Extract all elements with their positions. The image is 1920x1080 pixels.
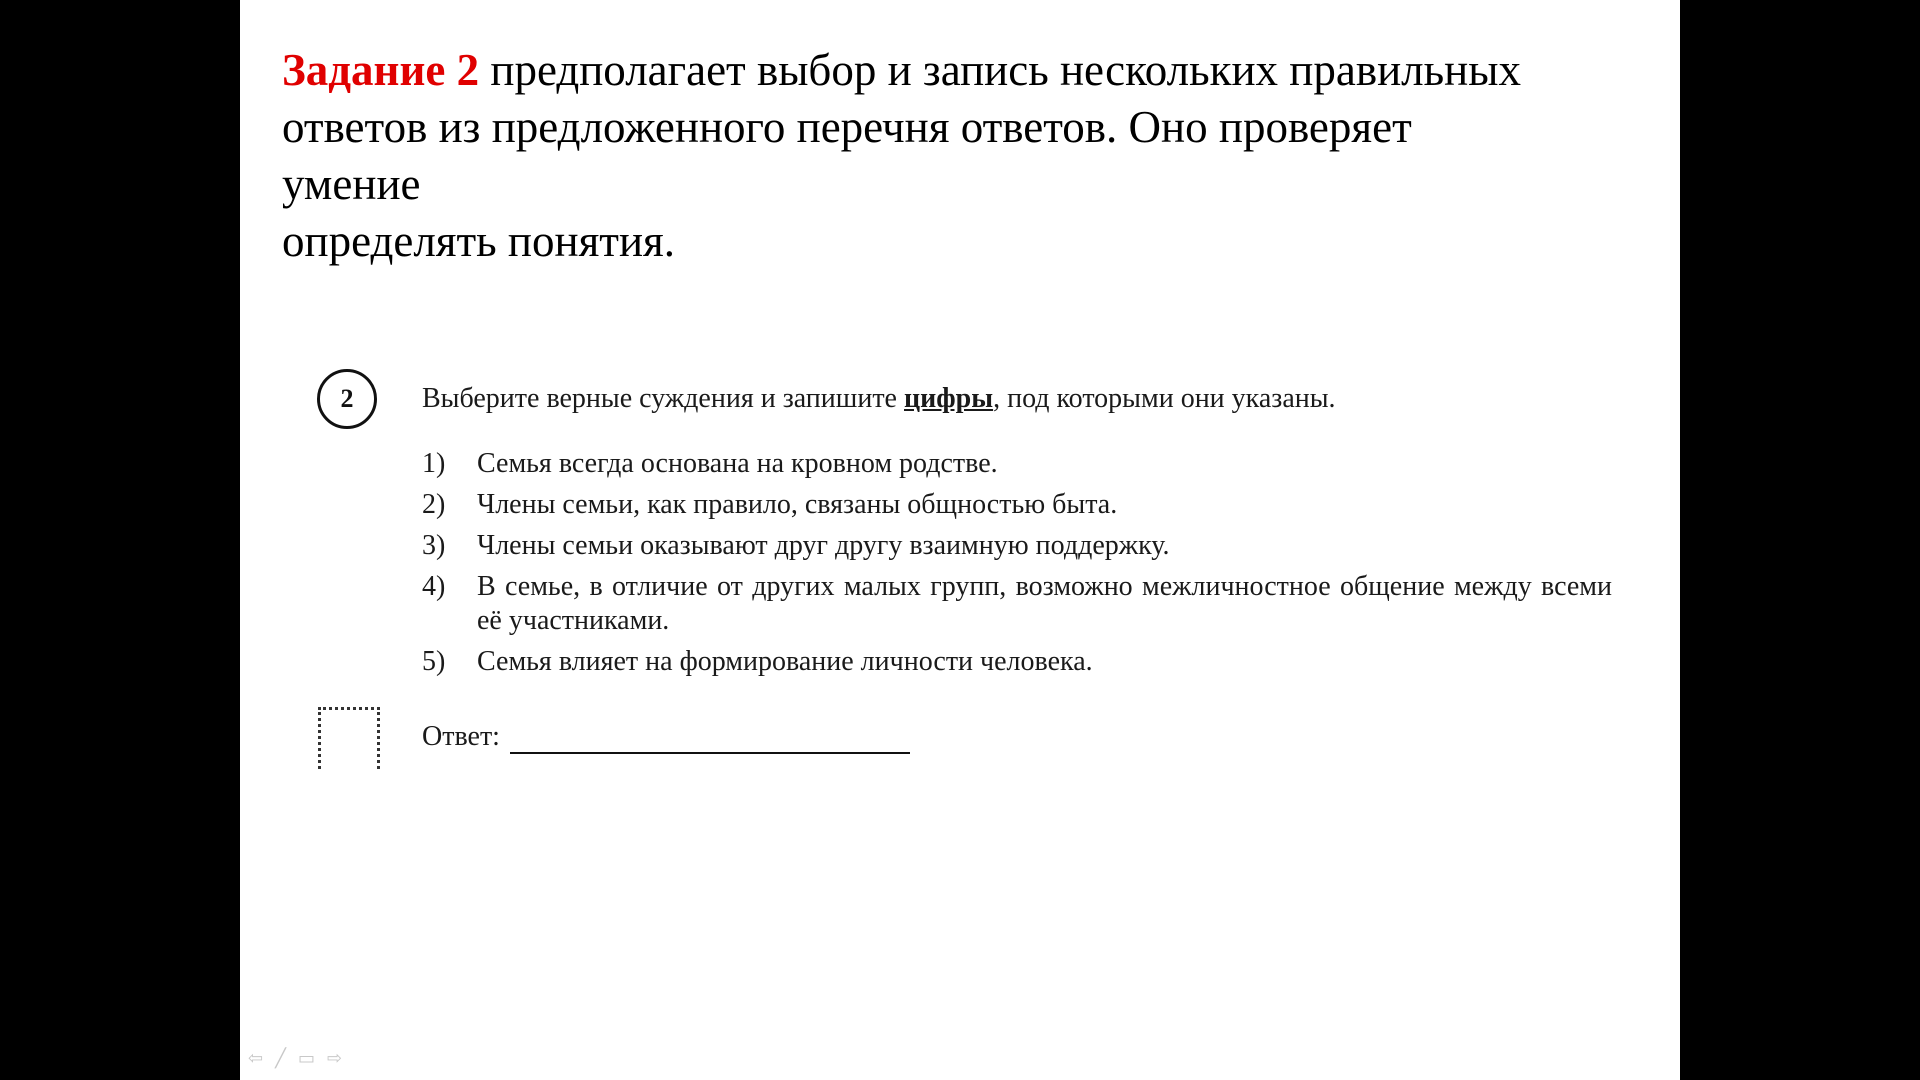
menu-icon[interactable]: ▭	[297, 1048, 315, 1069]
answer-label: Ответ:	[422, 721, 500, 752]
pen-icon[interactable]: ╱	[275, 1048, 286, 1069]
intro-line-3: умение	[282, 159, 421, 209]
slideshow-nav	[248, 1048, 342, 1070]
task-label: Задание 2	[282, 45, 480, 95]
answer-line	[510, 724, 910, 754]
list-item	[422, 447, 1612, 481]
task-number-badge: 2	[317, 369, 377, 429]
intro-text	[282, 42, 1662, 270]
task-excerpt	[240, 360, 1680, 780]
option-number: 2)	[422, 489, 446, 520]
option-text: Семья всегда основана на кровном родстве.	[477, 448, 998, 479]
list-item	[422, 570, 1612, 638]
task-instruction	[422, 382, 1336, 416]
list-item	[422, 488, 1612, 522]
intro-line-1-rest: предполагает выбор и запись нескольких правильных	[479, 45, 1521, 95]
list-item	[422, 529, 1612, 563]
arrow-right-icon[interactable]: ⇨	[326, 1048, 343, 1069]
option-text: Семья влияет на формирование личности человека.	[477, 646, 1093, 677]
intro-line-2: ответов из предложенного перечня ответов. Оно проверяет	[282, 102, 1412, 152]
option-text: Члены семьи оказывают друг другу взаимную поддержку.	[477, 530, 1170, 561]
list-item	[422, 645, 1612, 679]
instruction-emphasis: цифры	[904, 383, 994, 414]
answer-box	[318, 707, 380, 769]
option-text: В семье, в отличие от других малых групп, возможно межличностное общение между всеми её участниками.	[477, 571, 1612, 636]
instruction-before: Выберите верные суждения и запишите	[422, 383, 904, 414]
arrow-left-icon[interactable]: ⇦	[248, 1048, 264, 1069]
option-text: Члены семьи, как правило, связаны общностью быта.	[477, 489, 1118, 520]
options-list	[422, 447, 1612, 686]
instruction-after: , под которыми они указаны.	[993, 383, 1336, 414]
option-number: 1)	[422, 448, 446, 479]
answer-row	[422, 720, 910, 754]
intro-line-4: определять понятия.	[282, 216, 675, 266]
option-number: 4)	[422, 571, 446, 602]
slide	[240, 0, 1680, 1080]
intro-line-1	[282, 42, 1662, 99]
option-number: 3)	[422, 530, 446, 561]
option-number: 5)	[422, 646, 446, 677]
